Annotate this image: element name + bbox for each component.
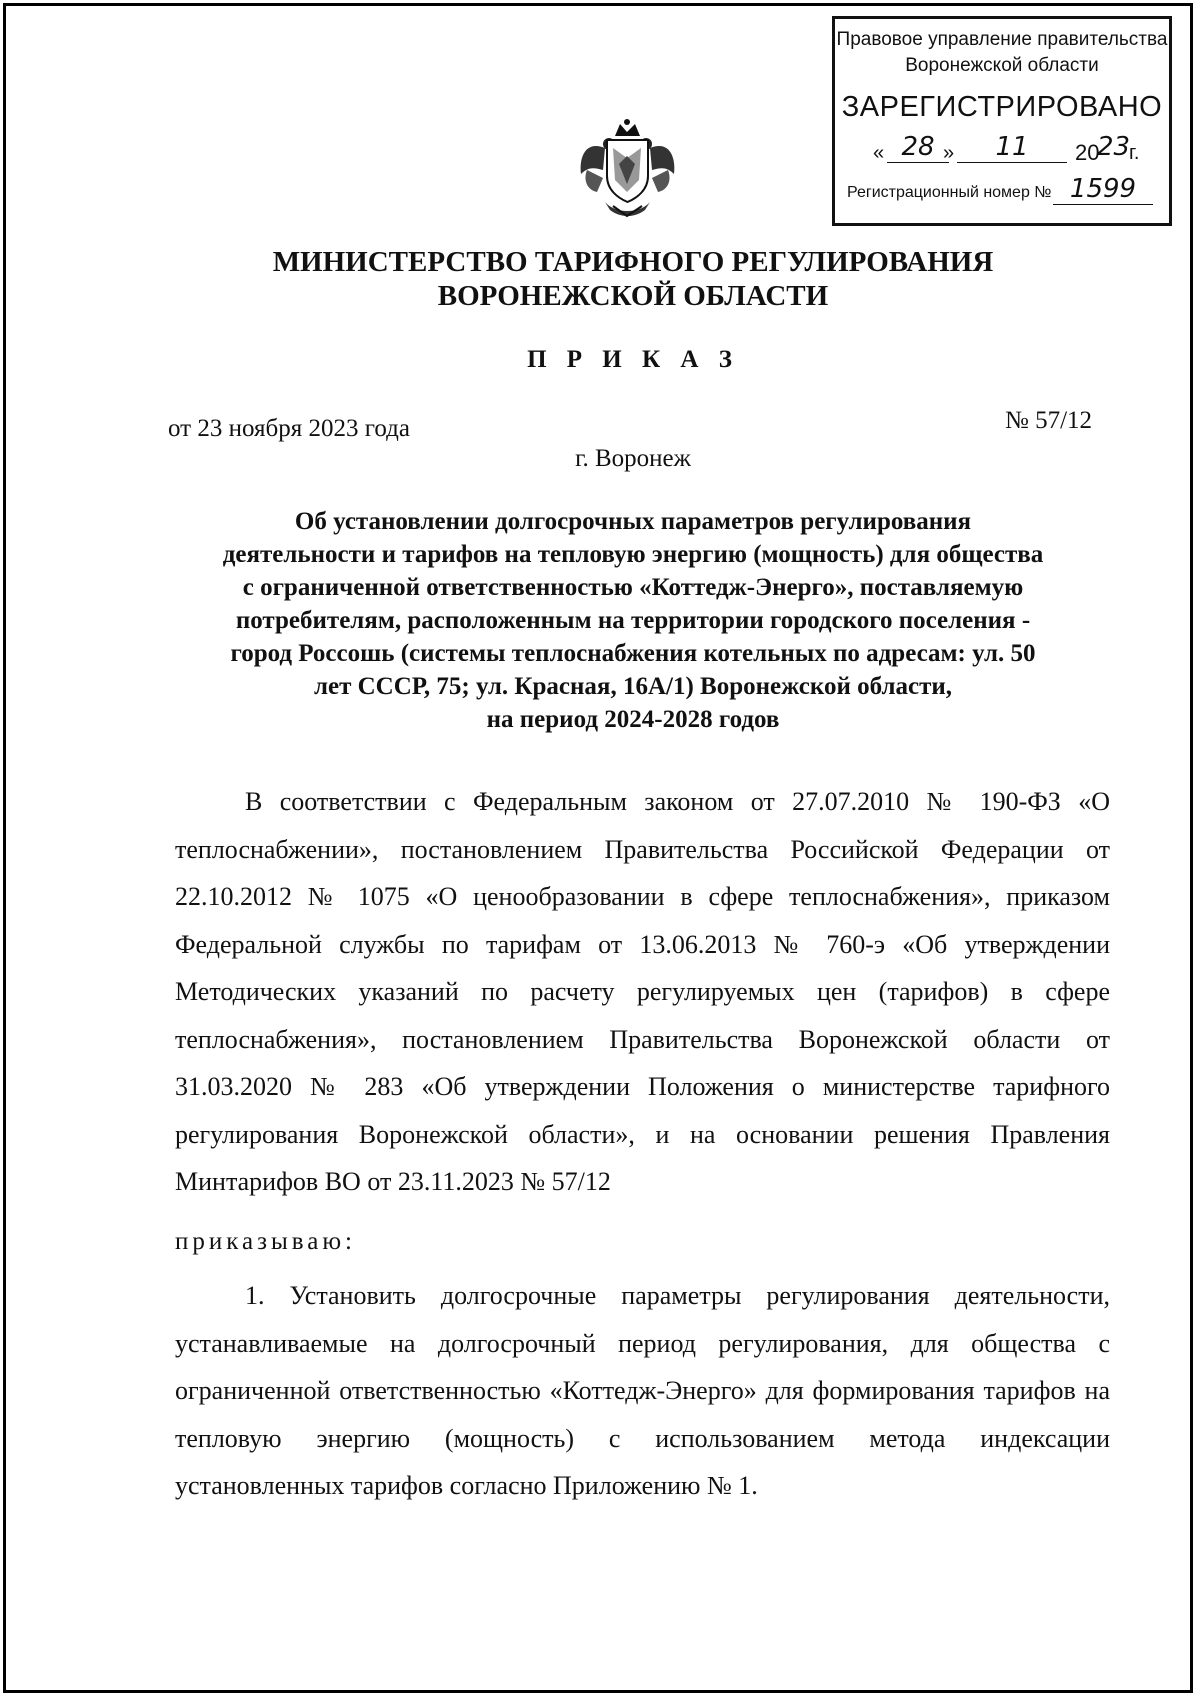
- subject-line: потребителям, расположенным на территории городского поселения -: [235, 607, 1031, 634]
- stamp-date-close-quote: »: [943, 142, 955, 164]
- stamp-date-month: 11: [957, 132, 1067, 163]
- stamp-date-year-hand: 23: [1097, 132, 1131, 162]
- stamp-date-year-printed: 20: [1075, 140, 1100, 165]
- stamp-line-1: Правовое управление правительства: [836, 29, 1168, 50]
- stamp-line-2: Воронежской области: [905, 55, 1099, 76]
- stamp-date-suffix: г.: [1129, 142, 1140, 164]
- document-subject: [160, 505, 1106, 736]
- subject-line: город Россошь (системы теплоснабжения котельных по адресам: ул. 50: [230, 640, 1036, 667]
- stamp-regnum-label: Регистрационный номер №: [847, 184, 1052, 201]
- ministry-title: [0, 245, 1200, 313]
- subject-line: Об установлении долгосрочных параметров регулирования: [294, 508, 972, 535]
- item-1-paragraph: 1. Установить долгосрочные параметры регулирования деятельности, устанавливаемые на долгосрочный период регулирования, для общества с ограниченной ответственностью «Коттедж-Энерго» для формирования тарифов на тепловую энергию (мощность) с использованием метода индексации установленных тарифов согласно Приложению № 1.: [175, 1281, 1110, 1500]
- ministry-title-line-1: МИНИСТЕРСТВО ТАРИФНОГО РЕГУЛИРОВАНИЯ: [272, 246, 994, 278]
- subject-line: деятельности и тарифов на тепловую энергию (мощность) для общества: [222, 541, 1044, 568]
- stamp-regnum-value: 1599: [1053, 174, 1153, 205]
- subject-line: лет СССР, 75; ул. Красная, 16А/1) Воронежской области,: [313, 673, 953, 700]
- subject-line: на период 2024-2028 годов: [486, 706, 780, 733]
- preamble-paragraph: В соответствии с Федеральным законом от 27.07.2010 № 190-ФЗ «О теплоснабжении», постановлением Правительства Российской Федерации от 22.10.2012 № 1075 «О ценообразовании в сфере теплоснабжения», приказом Федеральной службы по тарифам от 13.06.2013 № 760-э «Об утверждении Методических указаний по расчету регулируемых цен (тарифов) в сфере теплоснабжения», постановлением Правительства Воронежской области от 31.03.2020 № 283 «Об утверждении Положения о министерстве тарифного регулирования Воронежской области», и на основании решения Правления Минтарифов ВО от 23.11.2023 № 57/12: [175, 787, 1110, 1196]
- document-city: г. Воронеж: [575, 445, 691, 472]
- coat-of-arms-icon: [575, 118, 680, 218]
- orders-word: приказываю:: [175, 1228, 356, 1255]
- stamp-date-day: 28: [887, 132, 949, 163]
- document-type: П Р И К А З: [527, 346, 739, 373]
- stamp-registered: ЗАРЕГИСТРИРОВАНО: [841, 91, 1163, 123]
- document-date: от 23 ноября 2023 года: [168, 415, 410, 442]
- registration-stamp: [832, 16, 1172, 226]
- stamp-regnum: [835, 174, 1169, 208]
- document-number: № 57/12: [1005, 407, 1093, 434]
- stamp-date: [835, 132, 1169, 172]
- ministry-title-line-2: ВОРОНЕЖСКОЙ ОБЛАСТИ: [437, 280, 829, 312]
- stamp-date-open-quote: «: [873, 142, 885, 164]
- subject-line: с ограниченной ответственностью «Коттедж-Энерго», поставляемую: [242, 574, 1024, 601]
